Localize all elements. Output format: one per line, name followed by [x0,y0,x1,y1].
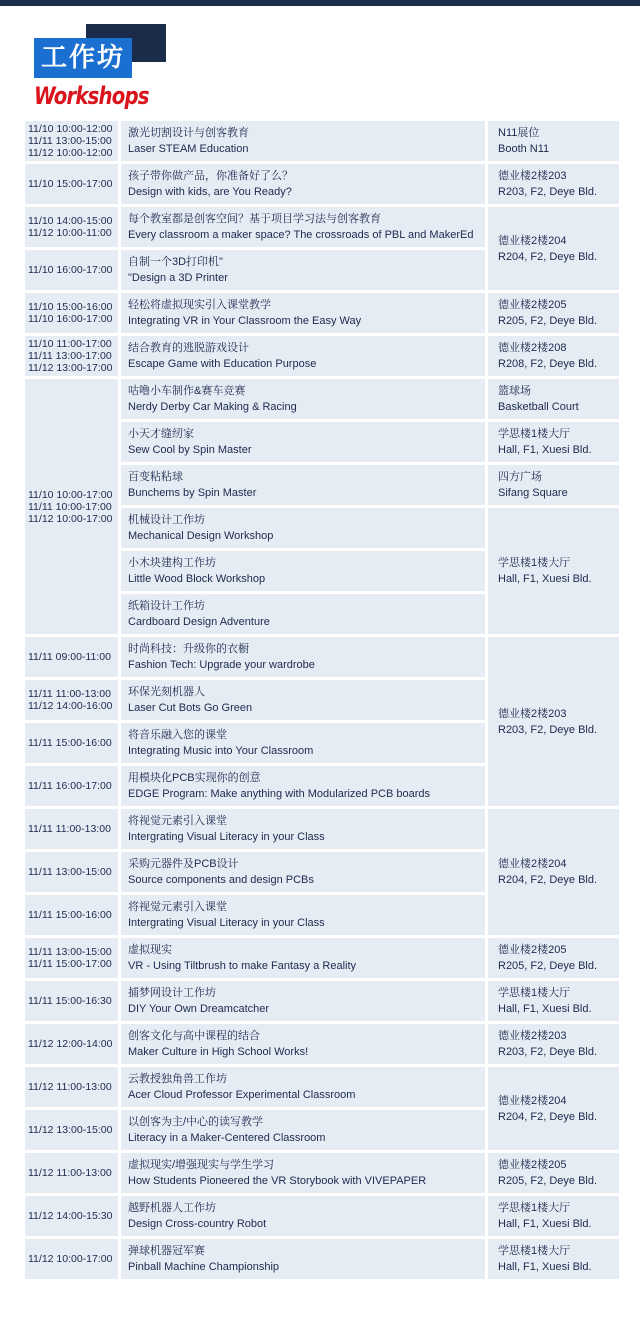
workshop-name-en: Every classroom a maker space? The crossroads of PBL and MakerEd [128,229,474,241]
workshop-name-cn: 时尚科技：升级你的衣橱 [128,643,249,655]
venue-en: R203, F2, Deye Bld. [498,186,598,198]
workshop-name-cell [121,981,485,1021]
workshop-name-en: Integrating Music into Your Classroom [128,745,314,757]
venue-cell [488,1067,619,1150]
workshop-name-en: Bunchems by Spin Master [128,487,257,499]
table-row [25,121,619,161]
session-time: 11/11 11:00-13:00 [28,823,111,835]
venue-en: R203, F2, Deye Bld. [498,1046,598,1058]
session-time: 11/11 13:00-17:00 [28,350,112,362]
venue-en: R205, F2, Deye Bld. [498,1175,598,1187]
workshop-name-cell [121,465,485,505]
session-time-cell [25,1024,118,1064]
workshop-name-cn: 纸箱设计工作坊 [128,600,205,612]
workshop-name-en: Literacy in a Maker-Centered Classroom [128,1132,326,1144]
workshop-name-en: Design with kids, are You Ready? [128,186,292,198]
session-time: 11/12 10:00-17:00 [28,512,113,525]
workshop-name-cell [121,1239,485,1279]
session-time: 11/11 15:00-17:00 [28,958,112,970]
workshop-name-en: Laser Cut Bots Go Green [128,702,253,714]
section-title-cn: 工作坊 [34,38,132,78]
venue-cell [488,293,619,333]
venue-cell [488,379,619,419]
session-time: 11/11 13:00-15:00 [28,135,112,147]
table-row [25,809,619,849]
session-time: 11/11 10:00-17:00 [28,500,112,513]
session-time-cell [25,293,118,333]
table-row [25,207,619,247]
venue-cell [488,121,619,161]
workshop-name-cell [121,594,485,634]
session-time-cell [25,809,118,849]
venue-en: Booth N11 [498,143,550,155]
venue-cell [488,981,619,1021]
venue-cn: 德业楼2楼205 [498,299,567,311]
workshop-name-cn: 弹球机器冠军赛 [128,1245,205,1257]
venue-cn: 学思楼1楼大厅 [498,428,571,440]
workshop-name-cn: 自制一个3D打印机" [128,256,223,268]
workshop-name-en: How Students Pioneered the VR Storybook with VIVEPAPER [128,1175,427,1187]
venue-cn: 德业楼2楼203 [498,707,567,720]
session-time-cell [25,164,118,204]
session-time: 11/11 15:00-16:00 [28,737,112,749]
venue-cn: 四方广场 [498,471,542,483]
table-row [25,1153,619,1193]
venue-en: Hall, F1, Xuesi Bld. [498,1003,592,1015]
workshop-name-en: Pinball Machine Championship [128,1261,280,1273]
section-title-en: Workshops [34,82,149,110]
session-time: 11/11 11:00-13:00 [28,688,111,700]
session-time-cell [25,336,118,376]
workshop-name-cell [121,766,485,806]
session-time-cell [25,895,118,935]
workshop-name-en: DIY Your Own Dreamcatcher [128,1003,270,1015]
workshop-name-cell [121,1110,485,1150]
workshop-name-en: Nerdy Derby Car Making & Racing [128,401,297,413]
session-time-cell [25,637,118,677]
session-time-cell [25,121,118,161]
workshop-name-cell [121,938,485,978]
table-row [25,1067,619,1107]
venue-en: Basketball Court [498,401,579,413]
venue-cn: 德业楼2楼208 [498,342,567,354]
session-time-cell [25,1110,118,1150]
venue-en: R208, F2, Deye Bld. [498,358,598,370]
venue-cn: 德业楼2楼205 [498,944,567,956]
workshop-name-cn: 百变粘粘球 [128,471,183,483]
session-time: 11/11 16:00-17:00 [28,780,112,792]
table-row [25,938,619,978]
venue-cn: 学思楼1楼大厅 [498,557,571,569]
session-time: 11/10 15:00-17:00 [28,178,113,190]
workshop-name-cn: 将视觉元素引入课堂 [128,901,227,913]
workshop-name-cn: 用模块化PCB实现你的创意 [128,772,261,784]
workshop-name-en: EDGE Program: Make anything with Modularized PCB boards [128,788,431,800]
workshop-name-cell [121,723,485,763]
session-time: 11/12 14:00-15:30 [28,1210,113,1222]
workshop-name-cell [121,1196,485,1236]
table-row [25,637,619,677]
workshop-name-en: Little Wood Block Workshop [128,573,266,585]
workshop-name-cn: 创客文化与高中课程的结合 [128,1030,260,1042]
session-time: 11/10 10:00-17:00 [28,488,113,501]
venue-cell [488,938,619,978]
session-time: 11/12 10:00-11:00 [28,227,112,239]
workshop-name-cn: 小木块建构工作坊 [128,557,216,569]
venue-en: Sifang Square [498,487,568,499]
workshop-name-cell [121,250,485,290]
workshop-name-cn: 将视觉元素引入课堂 [128,815,227,827]
workshop-name-cell [121,637,485,677]
workshop-name-cn: 云教授独角兽工作坊 [128,1073,227,1085]
session-time-cell [25,1067,118,1107]
workshop-name-en: Escape Game with Education Purpose [128,358,317,370]
venue-en: R205, F2, Deye Bld. [498,960,598,972]
workshop-name-cn: 以创客为主/中心的读写教学 [128,1116,264,1128]
table-row [25,293,619,333]
workshop-name-en: Acer Cloud Professor Experimental Classroom [128,1089,356,1101]
session-time: 11/12 11:00-13:00 [28,1081,112,1093]
venue-cell [488,637,619,806]
venue-en: R205, F2, Deye Bld. [498,315,598,327]
session-time-cell [25,379,118,634]
venue-cn: N11展位 [498,127,540,139]
workshop-name-en: VR - Using Tiltbrush to make Fantasy a Reality [128,960,357,972]
workshop-name-cn: 孩子带你做产品，你准备好了么？ [128,170,293,182]
session-time-cell [25,938,118,978]
venue-cell [488,809,619,935]
workshop-name-cell [121,1153,485,1193]
table-row [25,1196,619,1236]
workshop-name-en: Maker Culture in High School Works! [128,1046,309,1058]
workshop-name-en: Intergrating Visual Literacy in your Class [128,831,325,843]
session-time: 11/10 10:00-12:00 [28,123,113,135]
session-time: 11/11 09:00-11:00 [28,651,111,663]
workshop-name-en: Fashion Tech: Upgrade your wardrobe [128,659,315,671]
venue-cell [488,207,619,290]
workshop-name-cell [121,207,485,247]
venue-cn: 德业楼2楼204 [498,858,567,870]
session-time: 11/12 10:00-17:00 [28,1253,113,1265]
session-time-cell [25,766,118,806]
venue-en: R204, F2, Deye Bld. [498,874,598,886]
venue-cell [488,1024,619,1064]
workshop-name-cn: 虚拟现实/增强现实与学生学习 [128,1159,275,1171]
workshop-name-cell [121,379,485,419]
session-time: 11/12 11:00-13:00 [28,1167,112,1179]
workshop-name-cn: 虚拟现实 [128,944,172,956]
workshop-name-en: Sew Cool by Spin Master [128,444,252,456]
workshop-name-en: Integrating VR in Your Classroom the Easy Way [128,315,362,327]
workshop-name-en: Cardboard Design Adventure [128,616,270,628]
venue-cn: 德业楼2楼203 [498,170,567,182]
venue-cn: 德业楼2楼205 [498,1159,567,1171]
session-time-cell [25,981,118,1021]
session-time-cell [25,250,118,290]
workshop-name-en: Mechanical Design Workshop [128,530,274,542]
venue-cell [488,1153,619,1193]
session-time: 11/10 14:00-15:00 [28,215,113,227]
session-time: 11/11 13:00-15:00 [28,866,112,878]
table-row [25,1239,619,1279]
workshop-name-cell [121,508,485,548]
workshop-name-en: Intergrating Visual Literacy in your Class [128,917,325,929]
venue-cn: 篮球场 [498,385,531,397]
venue-cn: 学思楼1楼大厅 [498,987,571,999]
session-time-cell [25,1239,118,1279]
session-time-cell [25,1153,118,1193]
workshop-name-cell [121,422,485,462]
session-time: 11/11 15:00-16:30 [28,995,112,1007]
venue-en: R204, F2, Deye Bld. [498,1110,598,1123]
venue-cn: 学思楼1楼大厅 [498,1245,571,1257]
workshop-name-cn: 采购元器件及PCB设计 [128,858,239,870]
workshop-name-en: Source components and design PCBs [128,874,314,886]
workshop-name-cn: 机械设计工作坊 [128,514,205,526]
session-time-cell [25,1196,118,1236]
workshop-name-en: "Design a 3D Printer [128,272,228,284]
workshop-name-cell [121,551,485,591]
session-time: 11/11 13:00-15:00 [28,946,112,958]
session-time: 11/10 16:00-17:00 [28,313,113,325]
workshop-name-cn: 小天才缝纫家 [128,428,194,440]
workshop-name-cell [121,680,485,720]
session-time: 11/11 15:00-16:00 [28,909,112,921]
venue-en: Hall, F1, Xuesi Bld. [498,444,592,456]
venue-en: Hall, F1, Xuesi Bld. [498,1218,592,1230]
session-time: 11/10 11:00-17:00 [28,338,112,350]
venue-cell [488,164,619,204]
venue-cn: 学思楼1楼大厅 [498,1202,571,1214]
workshop-name-cell [121,293,485,333]
venue-cell [488,422,619,462]
workshop-name-cn: 激光切割设计与创客教育 [128,127,249,139]
workshop-name-cell [121,164,485,204]
workshop-name-cell [121,895,485,935]
session-time-cell [25,852,118,892]
table-row [25,164,619,204]
workshop-name-cn: 将音乐融入您的课堂 [128,729,227,741]
workshop-name-cn: 每个教室都是创客空间？基于项目学习法与创客教育 [128,213,381,225]
top-bar [0,0,640,6]
table-row [25,336,619,376]
workshop-name-cell [121,1024,485,1064]
venue-cn: 德业楼2楼204 [498,234,567,247]
workshop-name-cn: 轻松将虚拟现实引入课堂教学 [128,299,271,311]
workshop-name-cn: 环保光刻机器人 [128,686,205,698]
table-row [25,379,619,419]
workshop-name-cn: 越野机器人工作坊 [128,1202,216,1214]
workshop-name-cn: 捕梦网设计工作坊 [128,987,216,999]
session-time-cell [25,207,118,247]
workshop-name-cn: 咕噜小车制作&赛车竞赛 [128,385,246,397]
venue-en: Hall, F1, Xuesi Bld. [498,573,592,585]
session-time: 11/12 13:00-17:00 [28,362,113,374]
workshop-name-cell [121,809,485,849]
workshop-name-cell [121,121,485,161]
workshop-table [22,118,622,1282]
venue-cell [488,465,619,505]
session-time: 11/12 10:00-12:00 [28,147,113,159]
session-time-cell [25,680,118,720]
workshop-name-cell [121,852,485,892]
session-time-cell [25,723,118,763]
venue-en: Hall, F1, Xuesi Bld. [498,1261,592,1273]
session-time: 11/10 16:00-17:00 [28,264,113,276]
venue-en: R204, F2, Deye Bld. [498,250,598,263]
workshop-name-en: Laser STEAM Education [128,143,249,155]
workshop-name-cell [121,1067,485,1107]
venue-cell [488,1239,619,1279]
venue-en: R203, F2, Deye Bld. [498,723,598,736]
venue-cn: 德业楼2楼203 [498,1030,567,1042]
venue-cn: 德业楼2楼204 [498,1094,567,1107]
session-time: 11/12 13:00-15:00 [28,1124,113,1136]
venue-cell [488,336,619,376]
table-row [25,981,619,1021]
table-row [25,1024,619,1064]
venue-cell [488,1196,619,1236]
venue-cell [488,508,619,634]
workshop-name-en: Design Cross-country Robot [128,1218,267,1230]
session-time: 11/10 15:00-16:00 [28,301,113,313]
workshop-name-cell [121,336,485,376]
workshop-name-cn: 结合教育的逃脱游戏设计 [128,342,249,354]
session-time: 11/12 14:00-16:00 [28,700,113,712]
session-time: 11/12 12:00-14:00 [28,1038,113,1050]
